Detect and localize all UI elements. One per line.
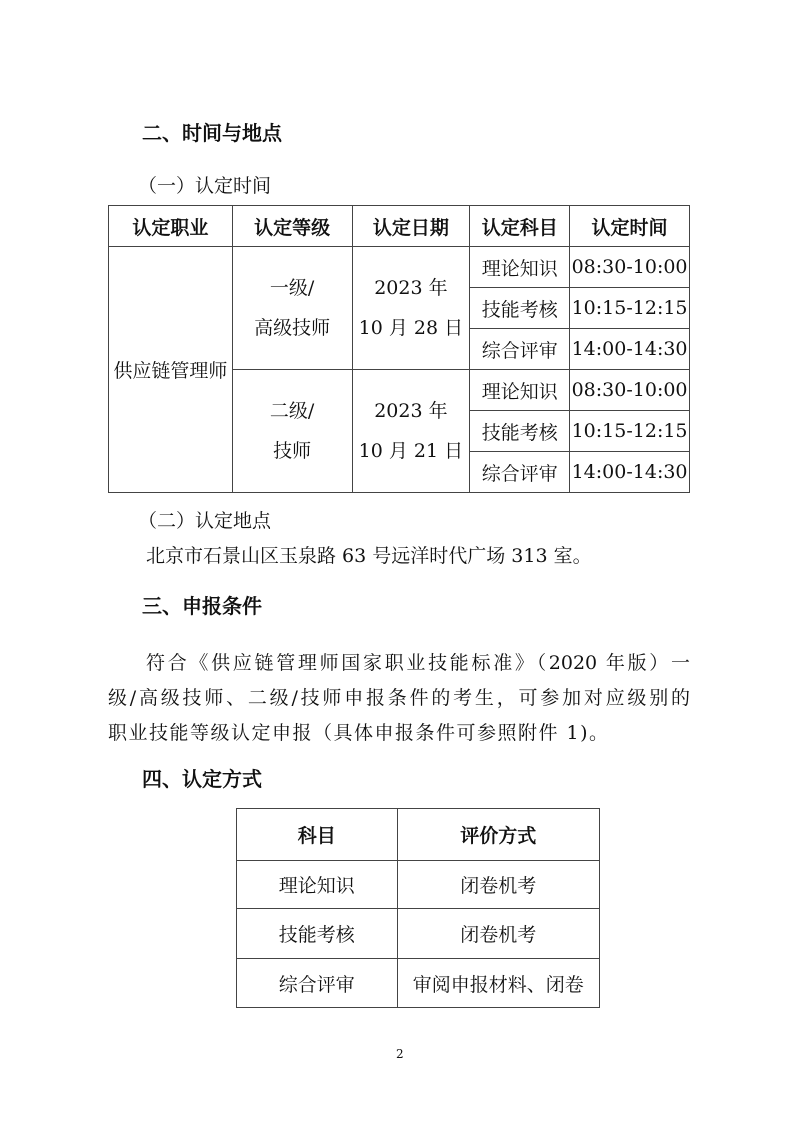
subject-cell: 技能考核	[237, 909, 398, 959]
time-cell: 14:00-14:30	[570, 452, 690, 493]
level-cell: 一级/ 高级技师	[232, 247, 352, 370]
subject-cell: 理论知识	[237, 861, 398, 909]
paragraph-line: 职业技能等级认定申报（具体申报条件可参照附件 1)。	[108, 722, 610, 744]
schedule-table	[108, 205, 690, 493]
table-row	[237, 861, 600, 909]
time-cell: 10:15-12:15	[570, 288, 690, 329]
subject-cell: 综合评审	[237, 959, 398, 1008]
table-row	[109, 247, 690, 288]
time-cell: 08:30-10:00	[570, 370, 690, 411]
subject-cell: 理论知识	[470, 370, 570, 411]
address-text: 北京市石景山区玉泉路 63 号远洋时代广场 313 室。	[146, 545, 592, 567]
occupation-cell: 供应链管理师	[109, 247, 233, 493]
date-cell: 2023 年 10 月 28 日	[352, 247, 470, 370]
table-row	[237, 959, 600, 1008]
time-cell: 10:15-12:15	[570, 411, 690, 452]
header-cell: 认定时间	[570, 206, 690, 247]
subject-cell: 综合评审	[470, 452, 570, 493]
subject-cell: 理论知识	[470, 247, 570, 288]
paragraph-line: 级/高级技师、二级/技师申报条件的考生，可参加对应级别的	[108, 687, 690, 709]
section-heading-method: 四、认定方式	[142, 767, 262, 791]
time-cell: 14:00-14:30	[570, 329, 690, 370]
header-cell: 科目	[237, 809, 398, 861]
table-header-row	[109, 206, 690, 247]
section-heading-time-place: 二、时间与地点	[142, 121, 282, 145]
table-row	[237, 909, 600, 959]
subject-cell: 技能考核	[470, 411, 570, 452]
page-number: 2	[396, 1047, 404, 1061]
table-header-row	[237, 809, 600, 861]
header-cell: 认定等级	[232, 206, 352, 247]
section-heading-conditions: 三、申报条件	[142, 594, 262, 618]
header-cell: 评价方式	[397, 809, 599, 861]
paragraph-line: 符合《供应链管理师国家职业技能标准》（2020 年版）一	[146, 652, 690, 674]
subject-cell: 技能考核	[470, 288, 570, 329]
method-cell: 闭卷机考	[397, 909, 599, 959]
method-table	[236, 808, 600, 1008]
time-cell: 08:30-10:00	[570, 247, 690, 288]
header-cell: 认定日期	[352, 206, 470, 247]
subheading-time: （一）认定时间	[138, 175, 272, 197]
method-cell: 闭卷机考	[397, 861, 599, 909]
subject-cell: 综合评审	[470, 329, 570, 370]
date-cell: 2023 年 10 月 21 日	[352, 370, 470, 493]
header-cell: 认定职业	[109, 206, 233, 247]
subheading-place: （二）认定地点	[138, 510, 272, 532]
level-cell: 二级/ 技师	[232, 370, 352, 493]
method-cell: 审阅申报材料、闭卷	[397, 959, 599, 1008]
header-cell: 认定科目	[470, 206, 570, 247]
